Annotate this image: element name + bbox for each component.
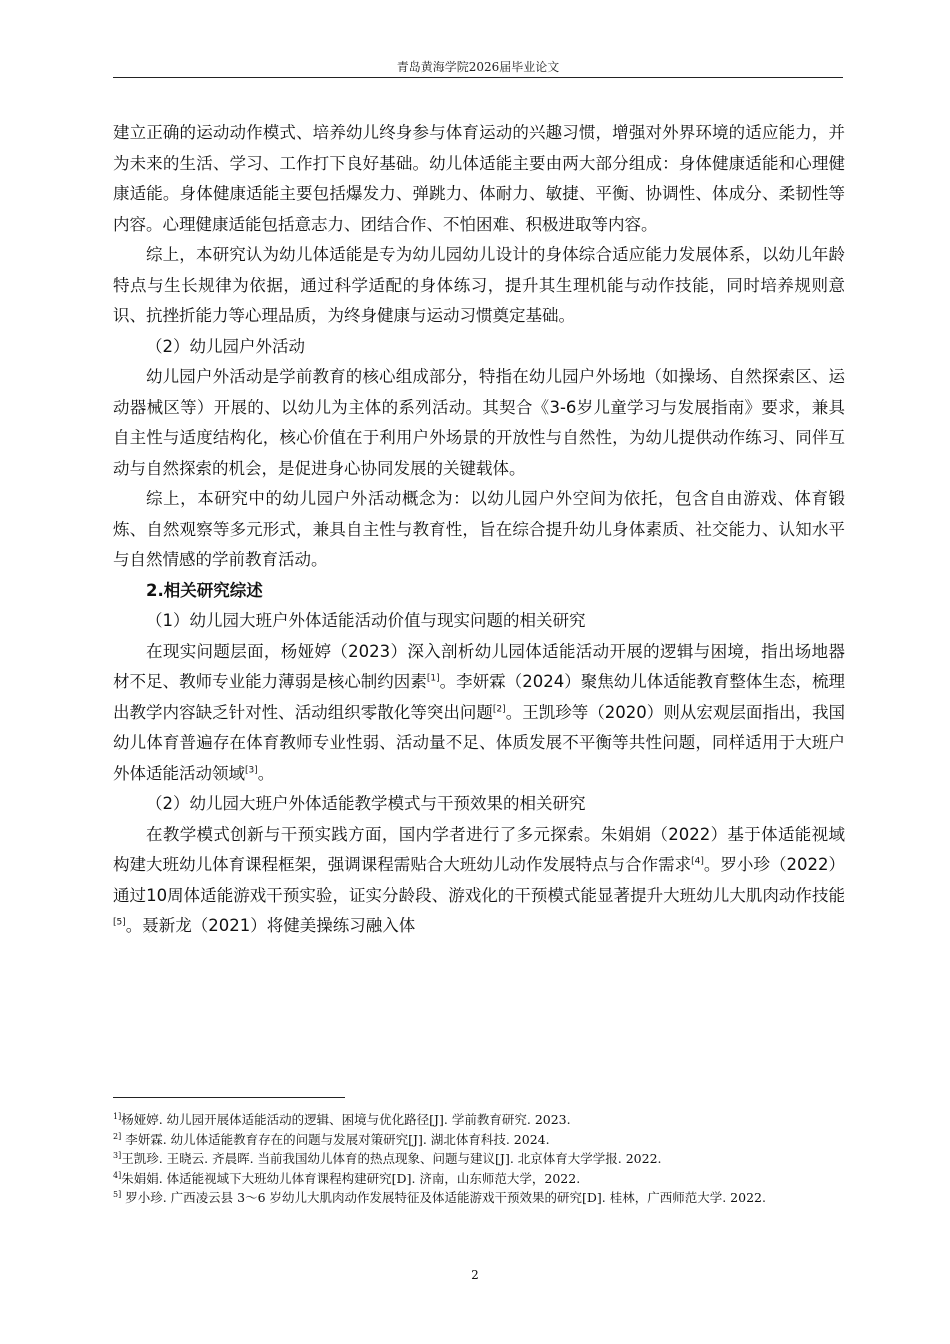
footnote-text: 李妍霖. 幼儿体适能教育存在的问题与发展对策研究[J]. 湖北体育科技. 2024. (121, 1131, 550, 1147)
text-run: 。李妍霖（2024）聚焦幼儿体适能教育整体生态，梳理出教学内容缺乏针对性、活动组织零散化等突出问题 (113, 672, 845, 722)
footnote (113, 1188, 843, 1208)
page-number: 2 (471, 1268, 479, 1282)
footnote-text: 朱娟娟. 体适能视域下大班幼儿体育课程构建研究[D]. 济南，山东师范大学，2022. (121, 1170, 581, 1186)
footnote (113, 1169, 843, 1189)
paragraph: 综上，本研究认为幼儿体适能是专为幼儿园幼儿设计的身体综合适应能力发展体系，以幼儿年龄特点与生长规律为依据，通过科学适配的身体练习，提升其生理机能与动作技能，同时培养规则意识、抗挫折能力等心理品质，为终身健康与运动习惯奠定基础。 (113, 245, 845, 325)
footnotes (113, 1110, 843, 1208)
footnote (113, 1130, 843, 1150)
citation-ref: [3] (245, 765, 258, 775)
text-run: 。罗小珍（2022）通过10周体适能游戏干预实验，证实分龄段、游戏化的干预模式能显著提升大班幼儿大肌肉动作技能 (113, 855, 845, 905)
subheading: （1）幼儿园大班户外体适能活动价值与现实问题的相关研究 (146, 611, 586, 630)
text-run: 在现实问题层面，杨娅婷（2023）深入剖析幼儿园体适能活动开展的逻辑与困境，指出场地器材不足、教师专业能力薄弱是核心制约因素 (113, 641, 845, 691)
subheading-outdoor-activity: （2）幼儿园户外活动 (146, 336, 305, 356)
footnote-text: 杨娅婷. 幼儿园开展体适能活动的逻辑、困境与优化路径[J]. 学前教育研究. 2023. (121, 1112, 571, 1127)
footnote-divider (113, 1097, 345, 1098)
subheading: （2）幼儿园大班户外体适能教学模式与干预效果的相关研究 (146, 794, 586, 813)
text-run: 在教学模式创新与干预实践方面，国内学者进行了多元探索。朱娟娟（2022）基于体适能视域构建大班幼儿体育课程框架，强调课程需贴合大班幼儿动作发展特点与合作需求 (113, 824, 845, 874)
text-run: 。聂新龙（2021）将健美操练习融入体 (125, 916, 416, 935)
text-run: 。 (257, 763, 275, 783)
paragraph: 综上，本研究中的幼儿园户外活动概念为：以幼儿园户外空间为依托，包含自由游戏、体育锻炼、自然观察等多元形式，兼具自主性与教育性，旨在综合提升幼儿身体素质、社交能力、认知水平与自然情感的学前教育活动。 (113, 489, 845, 569)
footnote-mark: 3] (113, 1150, 122, 1160)
footnote-mark: 4] (113, 1170, 122, 1180)
paragraph (113, 637, 845, 790)
footnote-text: 罗小珍. 广西凌云县 3～6 岁幼儿大肌肉动作发展特征及体适能游戏干预效果的研究[D]. 桂林，广西师范大学. 2022. (121, 1190, 766, 1205)
page-header: 青岛黄海学院2026届毕业论文 (396, 60, 560, 74)
footnote-text: 王凯珍. 王晓云. 齐晨晖. 当前我国幼儿体育的热点现象、问题与建议[J]. 北京体育大学学报. 2022. (121, 1151, 662, 1166)
paragraph: 建立正确的运动动作模式、培养幼儿终身参与体育运动的兴趣习惯，增强对外界环境的适应能力，并为未来的生活、学习、工作打下良好基础。幼儿体适能主要由两大部分组成：身体健康适能和心理健康适能。身体健康适能主要包括爆发力、弹跳力、体耐力、敏捷、平衡、协调性、体成分、柔韧性等内容。心理健康适能包括意志力、团结合作、不怕困难、积极进取等内容。 (113, 123, 845, 234)
footnote-mark: 1] (113, 1111, 122, 1121)
citation-ref: [5] (113, 917, 126, 928)
citation-ref: [4] (691, 856, 704, 867)
citation-ref: [1] (426, 673, 440, 684)
text-run: 。王凯珍等（2020）则从宏观层面指出，我国幼儿体育普遍存在体育教师专业性弱、活动量不足、体质发展不平衡等共性问题，同样适用于大班户外体适能活动领域 (113, 702, 846, 783)
paragraph (113, 820, 845, 942)
footnote-mark: 5] (113, 1189, 122, 1199)
section-heading: 2.相关研究综述 (146, 580, 263, 600)
footnote (113, 1110, 843, 1130)
header-divider (113, 77, 843, 78)
footnote (113, 1149, 843, 1169)
body-text (113, 118, 845, 942)
citation-ref: [2] (492, 704, 506, 714)
footnote-mark: 2] (113, 1131, 122, 1141)
paragraph: 幼儿园户外活动是学前教育的核心组成部分，特指在幼儿园户外场地（如操场、自然探索区、运动器械区等）开展的、以幼儿为主体的系列活动。其契合《3-6岁儿童学习与发展指南》要求，兼具自主性与适度结构化，核心价值在于利用户外场景的开放性与自然性，为幼儿提供动作练习、同伴互动与自然探索的机会，是促进身心协同发展的关键载体。 (113, 367, 845, 478)
